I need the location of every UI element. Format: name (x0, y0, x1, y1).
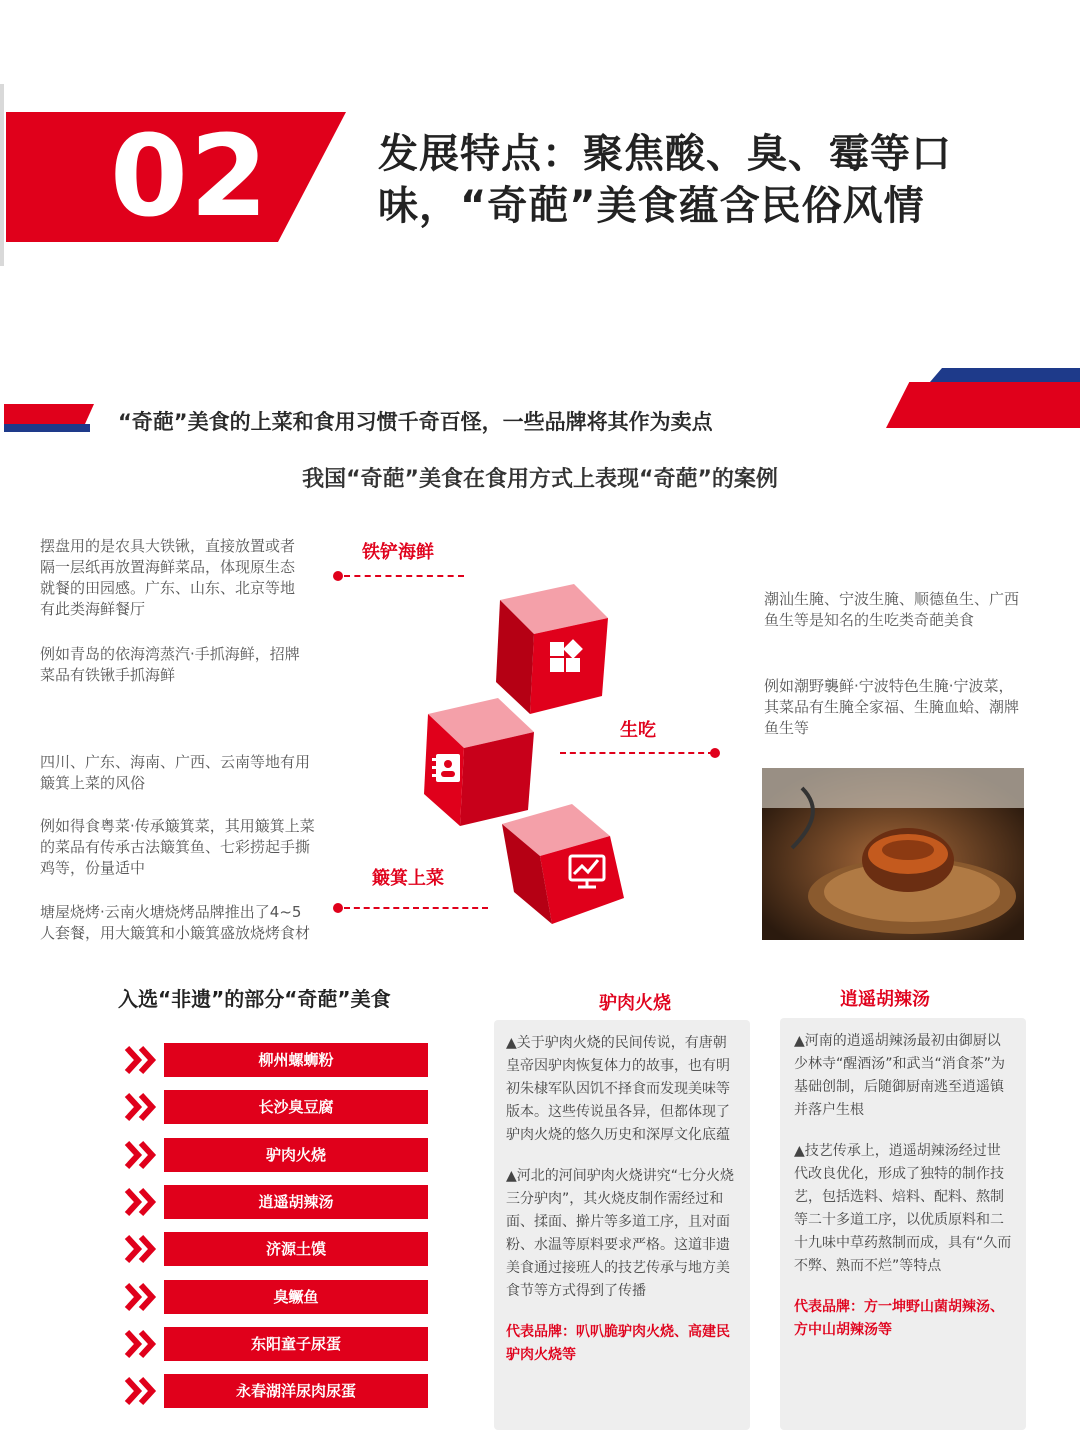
heritage-item: 济源土馍 (164, 1232, 428, 1266)
double-chevron-icon (124, 1376, 158, 1406)
heritage-item: 长沙臭豆腐 (164, 1090, 428, 1124)
heritage-item: 东阳童子尿蛋 (164, 1327, 428, 1361)
raw-label: 生吃 (620, 720, 656, 741)
shovel-connector-line (344, 575, 464, 577)
card-soup-p2: ▲技艺传承上，逍遥胡辣汤经过世代改良优化，形成了独特的制作技艺，包括选料、焙料、配料、熬制等二十多道工序，以优质原料和二十九味中草药熬制而成，具有“久而不弊、熟而不烂”等特点 (794, 1143, 1012, 1274)
double-chevron-icon (124, 1045, 158, 1075)
raw-connector-dot (710, 748, 720, 758)
card-soup-p1: ▲河南的逍遥胡辣汤最初由御厨以少林寺“醒酒汤”和武当“消食茶”为基础创制，后随御厨南逃至逍遥镇并落户生根 (794, 1033, 1006, 1118)
contact-card-icon (432, 754, 460, 782)
card-donkey-p1: ▲关于驴肉火烧的民间传说，有唐朝皇帝因驴肉恢复体力的故事，也有明初朱棣军队因饥不择食而发现美味等版本。这些传说虽各异，但都体现了驴肉火烧的悠久历史和深厚文化底蕴 (506, 1035, 730, 1143)
heritage-item: 臭鳜鱼 (164, 1280, 428, 1314)
heritage-title: 入选“非遗”的部分“奇葩”美食 (118, 987, 391, 1011)
double-chevron-icon (124, 1234, 158, 1264)
banner-left-blue-stripe (4, 424, 90, 432)
card-soup (780, 1018, 1026, 1430)
raw-example: 例如潮野襲鲜·宁波特色生腌·宁波菜，其菜品有生腌全家福、生腌血蛤、潮牌鱼生等 (764, 677, 1020, 737)
heritage-item: 永春湖洋尿肉尿蛋 (164, 1374, 428, 1408)
page-title: 发展特点：聚焦酸、臭、霉等口味，“奇葩”美食蕴含民俗风情 (378, 131, 952, 229)
card-donkey-title: 驴肉火烧 (599, 993, 671, 1014)
card-soup-title: 逍遥胡辣汤 (840, 989, 930, 1010)
banner-right-red-stripe (886, 382, 1080, 428)
card-donkey (494, 1020, 750, 1430)
food-photo (762, 768, 1024, 940)
raw-desc: 潮汕生腌、宁波生腌、顺德鱼生、广西鱼生等是知名的生吃类奇葩美食 (764, 590, 1020, 629)
raw-connector-line (560, 752, 714, 754)
double-chevron-icon (124, 1187, 158, 1217)
card-donkey-p2: ▲河北的河间驴肉火烧讲究“七分火烧三分驴肉”，其火烧皮制作需经过和面、揉面、擀片等多道工序，且对面粉、水温等原料要求严格。这道非遗美食通过接班人的技艺传承与地方美食节等方式得到了传播 (506, 1168, 735, 1299)
heritage-item: 逍遥胡辣汤 (164, 1185, 428, 1219)
banner-right-blue-stripe (930, 368, 1080, 382)
banner-left-red-stripe (4, 404, 94, 424)
shovel-connector-dot (333, 571, 343, 581)
double-chevron-icon (124, 1282, 158, 1312)
double-chevron-icon (124, 1329, 158, 1359)
section-subtitle: “奇葩”美食的上菜和食用习惯千奇百怪，一些品牌将其作为卖点 (118, 410, 713, 434)
shovel-example: 例如青岛的依海湾蒸汽·手抓海鲜，招牌菜品有铁锹手抓海鲜 (40, 645, 300, 684)
shovel-desc: 摆盘用的是农具大铁锹，直接放置或者隔一层纸再放置海鲜菜品，体现原生态就餐的田园感。广东、山东、北京等地有此类海鲜餐厅 (40, 537, 296, 618)
cube-bottom (492, 790, 632, 934)
double-chevron-icon (124, 1140, 158, 1170)
basket-desc: 四川、广东、海南、广西、云南等地有用簸箕上菜的风俗 (40, 753, 311, 792)
basket-example: 例如得食粤菜·传承簸箕菜，其用簸箕上菜的菜品有传承古法簸箕鱼、七彩捞起手撕鸡等，份量适中 (40, 817, 315, 877)
section-number: 02 (110, 112, 270, 242)
heritage-item: 驴肉火烧 (164, 1138, 428, 1172)
basket-connector-dot (333, 903, 343, 913)
basket-example-2: 塘屋烧烤·云南火塘烧烤品牌推出了4~5人套餐，用大簸箕和小簸箕盛放烧烤食材 (40, 903, 311, 942)
card-donkey-brand: 代表品牌：叭叭脆驴肉火烧、高建民驴肉火烧等 (506, 1324, 730, 1363)
basket-label: 簸箕上菜 (372, 868, 444, 889)
cases-title: 我国“奇葩”美食在食用方式上表现“奇葩”的案例 (302, 467, 778, 492)
card-soup-brand: 代表品牌：方一坤野山菌胡辣汤、方中山胡辣汤等 (794, 1299, 1004, 1338)
header-left-rule (0, 84, 4, 266)
basket-connector-line (344, 907, 488, 909)
heritage-item: 柳州螺蛳粉 (164, 1043, 428, 1077)
double-chevron-icon (124, 1092, 158, 1122)
shovel-label: 铁铲海鲜 (362, 542, 434, 563)
